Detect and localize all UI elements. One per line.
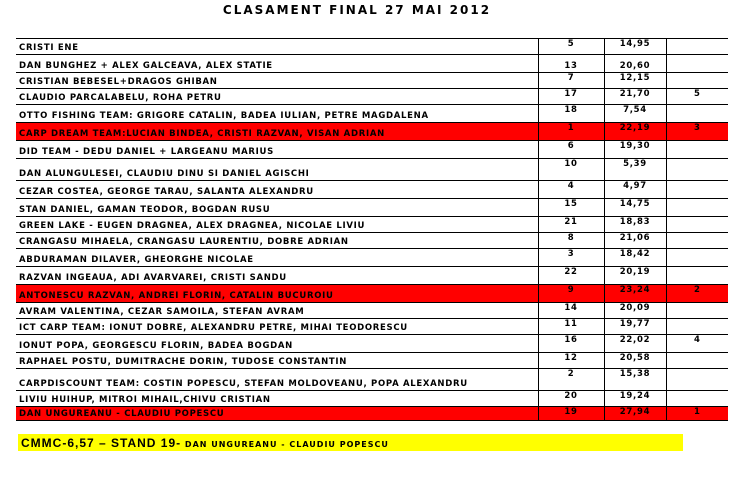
weight-cell: 20,60 (604, 55, 666, 73)
place-cell (666, 73, 728, 89)
team-name-cell: RAPHAEL POSTU, DUMITRACHE DORIN, TUDOSE CONSTANTIN (16, 353, 538, 369)
weight-cell: 14,95 (604, 39, 666, 55)
stand-cell: 5 (538, 39, 604, 55)
table-row (16, 159, 728, 181)
team-name-cell: DAN ALUNGULESEI, CLAUDIU DINU SI DANIEL AGISCHI (16, 159, 538, 181)
team-name-cell: DAN BUNGHEZ + ALEX GALCEAVA, ALEX STATIE (16, 55, 538, 73)
place-cell (666, 55, 728, 73)
team-name-cell: ABDURAMAN DILAVER, GHEORGHE NICOLAE (16, 249, 538, 267)
table-row (16, 335, 728, 353)
results-table (16, 38, 728, 421)
table-row (16, 369, 728, 391)
place-cell (666, 141, 728, 159)
place-cell (666, 159, 728, 181)
weight-cell: 5,39 (604, 159, 666, 181)
weight-cell: 21,70 (604, 89, 666, 105)
stand-cell: 17 (538, 89, 604, 105)
weight-cell: 21,06 (604, 233, 666, 249)
team-name-cell: ICT CARP TEAM: IONUT DOBRE, ALEXANDRU PETRE, MIHAI TEODORESCU (16, 319, 538, 335)
place-cell (666, 267, 728, 285)
stand-cell: 14 (538, 303, 604, 319)
table-row (16, 105, 728, 123)
team-name-cell: AVRAM VALENTINA, CEZAR SAMOILA, STEFAN AVRAM (16, 303, 538, 319)
table-row (16, 89, 728, 105)
stand-cell: 8 (538, 233, 604, 249)
stand-cell: 19 (538, 407, 604, 421)
team-name-cell: RAZVAN INGEAUA, ADI AVARVAREI, CRISTI SANDU (16, 267, 538, 285)
team-name-cell: CLAUDIO PARCALABELU, ROHA PETRU (16, 89, 538, 105)
weight-cell: 20,09 (604, 303, 666, 319)
winner-team: DAN UNGUREANU - CLAUDIU POPESCU (181, 440, 389, 449)
place-cell (666, 391, 728, 407)
stand-cell: 15 (538, 199, 604, 217)
team-name-cell: LIVIU HUIHUP, MITROI MIHAIL,CHIVU CRISTIAN (16, 391, 538, 407)
stand-cell: 10 (538, 159, 604, 181)
team-name-cell: CRISTIAN BEBESEL+DRAGOS GHIBAN (16, 73, 538, 89)
weight-cell: 23,24 (604, 285, 666, 303)
table-row (16, 199, 728, 217)
weight-cell: 20,58 (604, 353, 666, 369)
place-cell: 5 (666, 89, 728, 105)
stand-cell: 12 (538, 353, 604, 369)
table-row (16, 55, 728, 73)
stand-cell: 20 (538, 391, 604, 407)
place-cell (666, 199, 728, 217)
table-row (16, 123, 728, 141)
table-row (16, 141, 728, 159)
place-cell (666, 319, 728, 335)
stand-cell: 16 (538, 335, 604, 353)
table-row (16, 391, 728, 407)
place-cell (666, 233, 728, 249)
table-row (16, 319, 728, 335)
place-cell: 3 (666, 123, 728, 141)
table-row (16, 73, 728, 89)
place-cell (666, 353, 728, 369)
table-row (16, 353, 728, 369)
team-name-cell: GREEN LAKE - EUGEN DRAGNEA, ALEX DRAGNEA, NICOLAE LIVIU (16, 217, 538, 233)
table-row (16, 39, 728, 55)
table-row (16, 267, 728, 285)
place-cell: 1 (666, 407, 728, 421)
table-row (16, 217, 728, 233)
page-title (0, 3, 744, 17)
stand-cell: 4 (538, 181, 604, 199)
table-row (16, 233, 728, 249)
team-name-cell: DAN UNGUREANU - CLAUDIU POPESCU (16, 407, 538, 421)
place-cell (666, 181, 728, 199)
winner-summary: CMMC-6,57 – STAND 19- (21, 436, 182, 450)
stand-cell: 11 (538, 319, 604, 335)
team-name-cell: CARPDISCOUNT TEAM: COSTIN POPESCU, STEFAN MOLDOVEANU, POPA ALEXANDRU (16, 369, 538, 391)
place-cell (666, 249, 728, 267)
team-name-cell: CRISTI ENE (16, 39, 538, 55)
weight-cell: 22,02 (604, 335, 666, 353)
team-name-cell: IONUT POPA, GEORGESCU FLORIN, BADEA BOGDAN (16, 335, 538, 353)
place-cell (666, 217, 728, 233)
weight-cell: 4,97 (604, 181, 666, 199)
team-name-cell: CRANGASU MIHAELA, CRANGASU LAURENTIU, DOBRE ADRIAN (16, 233, 538, 249)
weight-cell: 12,15 (604, 73, 666, 89)
stand-cell: 6 (538, 141, 604, 159)
weight-cell: 18,42 (604, 249, 666, 267)
table-row (16, 407, 728, 421)
weight-cell: 15,38 (604, 369, 666, 391)
weight-cell: 20,19 (604, 267, 666, 285)
team-name-cell: CEZAR COSTEA, GEORGE TARAU, SALANTA ALEXANDRU (16, 181, 538, 199)
team-name-cell: STAN DANIEL, GAMAN TEODOR, BOGDAN RUSU (16, 199, 538, 217)
stand-cell: 21 (538, 217, 604, 233)
place-cell (666, 369, 728, 391)
stand-cell: 1 (538, 123, 604, 141)
table-row (16, 285, 728, 303)
winner-banner (18, 434, 683, 451)
place-cell (666, 39, 728, 55)
stand-cell: 18 (538, 105, 604, 123)
results-rows (16, 39, 728, 421)
team-name-cell: CARP DREAM TEAM:LUCIAN BINDEA, CRISTI RAZVAN, VISAN ADRIAN (16, 123, 538, 141)
title-text: CLASAMENT FINAL 27 MAI 2012 (222, 3, 492, 17)
stand-cell: 2 (538, 369, 604, 391)
table-row (16, 303, 728, 319)
weight-cell: 19,30 (604, 141, 666, 159)
table-row (16, 249, 728, 267)
team-name-cell: DID TEAM - DEDU DANIEL + LARGEANU MARIUS (16, 141, 538, 159)
weight-cell: 27,94 (604, 407, 666, 421)
weight-cell: 19,24 (604, 391, 666, 407)
place-cell: 2 (666, 285, 728, 303)
place-cell (666, 105, 728, 123)
stand-cell: 9 (538, 285, 604, 303)
weight-cell: 22,19 (604, 123, 666, 141)
stand-cell: 7 (538, 73, 604, 89)
team-name-cell: ANTONESCU RAZVAN, ANDREI FLORIN, CATALIN BUCUROIU (16, 285, 538, 303)
stand-cell: 22 (538, 267, 604, 285)
weight-cell: 19,77 (604, 319, 666, 335)
weight-cell: 7,54 (604, 105, 666, 123)
table-row (16, 181, 728, 199)
place-cell: 4 (666, 335, 728, 353)
team-name-cell: OTTO FISHING TEAM: GRIGORE CATALIN, BADEA IULIAN, PETRE MAGDALENA (16, 105, 538, 123)
place-cell (666, 303, 728, 319)
stand-cell: 13 (538, 55, 604, 73)
stand-cell: 3 (538, 249, 604, 267)
weight-cell: 14,75 (604, 199, 666, 217)
weight-cell: 18,83 (604, 217, 666, 233)
